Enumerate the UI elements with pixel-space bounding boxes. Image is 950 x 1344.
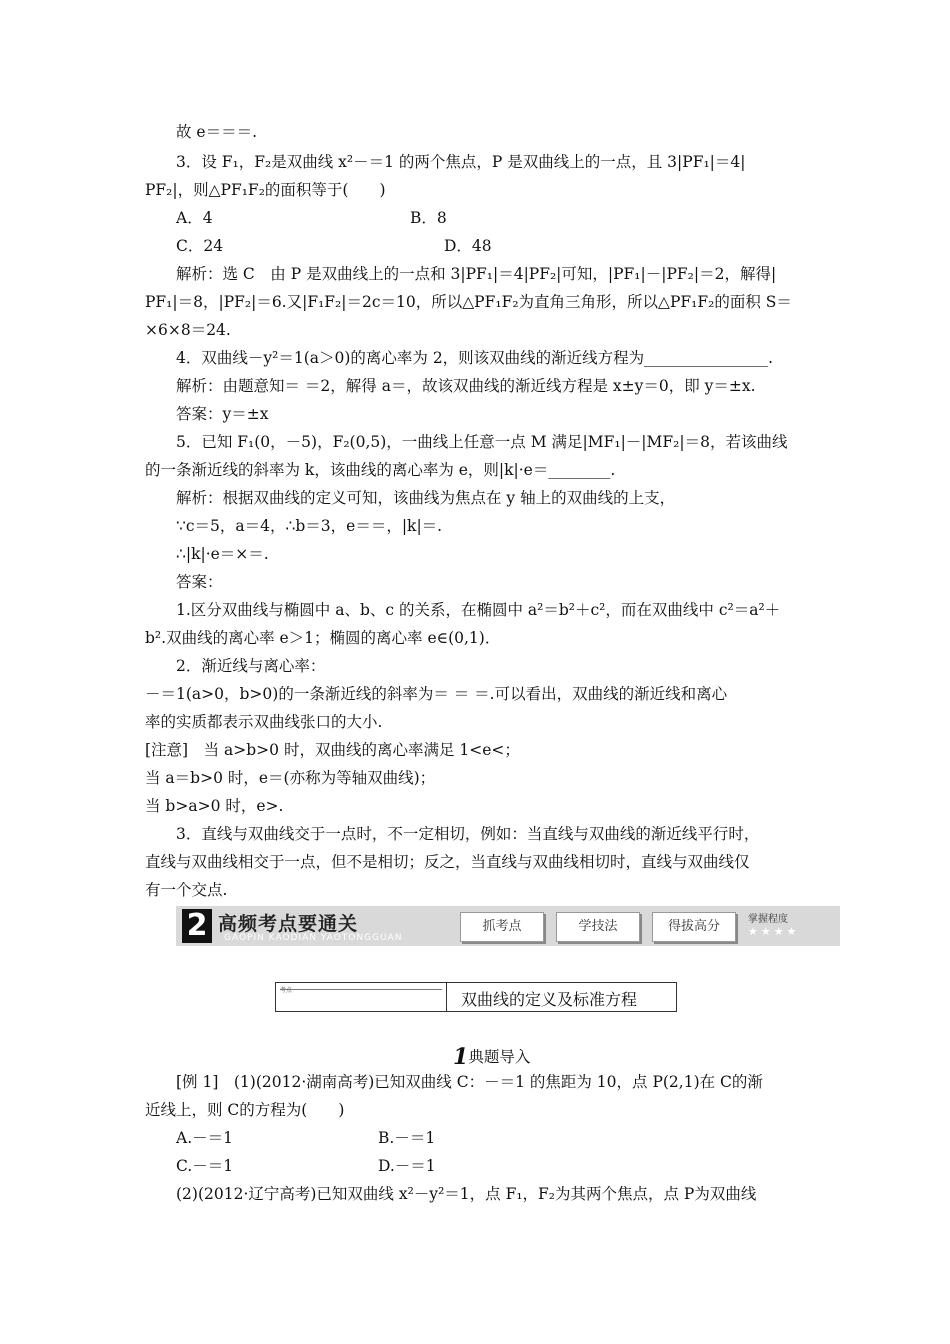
problem-3-option-a: A．4 bbox=[176, 209, 213, 227]
problem-5-solution-2: ∵c＝5，a＝4，∴b＝3，e＝＝，|k|＝. bbox=[176, 517, 443, 535]
problem-3-option-c: C．24 bbox=[176, 237, 224, 255]
banner-title: 高频考点要通关 bbox=[218, 913, 359, 935]
note-1-line-2: b².双曲线的离心率 e＞1；椭圆的离心率 e∈(0,1)． bbox=[145, 629, 501, 647]
example-option-c: C.－＝1 bbox=[176, 1157, 234, 1175]
problem-3-line-1: 3．设 F₁，F₂是双曲线 x²－＝1 的两个焦点，P 是双曲线上的一点，且 3|PF₁|＝4| bbox=[176, 153, 746, 171]
problem-5-answer: 答案： bbox=[176, 573, 223, 591]
problem-3-line-2: PF₂|，则△PF₁F₂的面积等于( ) bbox=[145, 181, 386, 199]
problem-3-solution-1: 解析：选 C 由 P 是双曲线上的一点和 3|PF₁|＝4|PF₂|可知，|PF₁|－|PF₂|＝2，解得| bbox=[176, 265, 777, 283]
example-option-d: D.－＝1 bbox=[378, 1157, 436, 1175]
problem-5-solution-1: 解析：根据双曲线的定义可知，该曲线为焦点在 y 轴上的双曲线的上支， bbox=[176, 489, 676, 507]
section-banner bbox=[176, 906, 840, 946]
caution-line-1: [注意] 当 a>b>0 时，双曲线的离心率满足 1<e<； bbox=[145, 741, 520, 759]
note-2-line-1: －＝1(a>0，b>0)的一条渐近线的斜率为＝ ＝ ＝.可以看出，双曲线的渐近线和离心 bbox=[145, 685, 728, 703]
banner-pinyin: GAOPIN KAODIAN YAOTONGGUAN bbox=[224, 933, 403, 943]
problem-3-solution-2: PF₁|＝8，|PF₂|＝6.又|F₁F₂|＝2c＝10，所以△PF₁F₂为直角三角形，所以△PF₁F₂的面积 S＝ bbox=[145, 293, 792, 311]
note-2-title: 2．渐近线与离心率： bbox=[176, 657, 326, 675]
mastery-stars: ★★★★ bbox=[748, 925, 800, 938]
note-1-line-1: 1.区分双曲线与椭圆中 a、b、c 的关系，在椭圆中 a²＝b²＋c²，而在双曲线中 c²＝a²＋ bbox=[176, 601, 781, 619]
mastery-level bbox=[748, 910, 799, 938]
topic-tag: 考点一 bbox=[280, 987, 299, 994]
tab-high-score[interactable]: 得拔高分 bbox=[652, 912, 736, 942]
example-option-b: B.－＝1 bbox=[378, 1129, 436, 1147]
topic-tag-rule bbox=[280, 989, 442, 990]
tab-grasp-points[interactable]: 抓考点 bbox=[460, 912, 544, 942]
example-line-1: [例 1] (1)(2012·湖南高考)已知双曲线 C：－＝1 的焦距为 10，点 P(2,1)在 C的渐 bbox=[176, 1073, 763, 1091]
problem-4-line: 4．双曲线－y²＝1(a＞0)的离心率为 2，则该双曲线的渐近线方程为________________. bbox=[176, 349, 774, 367]
section-number: 1 bbox=[453, 1044, 469, 1070]
problem-5-line-1: 5．已知 F₁(0，－5)，F₂(0,5)，一曲线上任意一点 M 满足|MF₁|－|MF₂|＝8，若该曲线 bbox=[176, 433, 788, 451]
topic-title: 双曲线的定义及标准方程 bbox=[461, 990, 638, 1009]
example-option-a: A.－＝1 bbox=[176, 1129, 233, 1147]
topic-tag-cell bbox=[276, 983, 447, 1011]
note-3-line-1: 3．直线与双曲线交于一点时，不一定相切，例如：当直线与双曲线的渐近线平行时， bbox=[176, 825, 760, 843]
section-label: 典题导入 bbox=[468, 1048, 531, 1066]
note-3-line-2: 直线与双曲线相交于一点，但不是相切；反之，当直线与双曲线相切时，直线与双曲线仅 bbox=[145, 853, 750, 871]
caution-line-3: 当 b>a>0 时，e>. bbox=[145, 797, 284, 815]
mastery-label: 掌握程度 bbox=[748, 914, 788, 925]
problem-4-answer: 答案：y＝±x bbox=[176, 405, 269, 423]
topic-box bbox=[275, 982, 677, 1012]
problem-5-solution-3: ∴|k|·e＝×＝. bbox=[176, 545, 269, 563]
caution-line-2: 当 a＝b>0 时，e＝(亦称为等轴双曲线)； bbox=[145, 769, 436, 787]
banner-number: 2 bbox=[182, 909, 212, 943]
note-3-line-3: 有一个交点. bbox=[145, 881, 228, 899]
section-heading bbox=[453, 1042, 530, 1068]
note-2-line-2: 率的实质都表示双曲线张口的大小. bbox=[145, 713, 383, 731]
problem-4-solution: 解析：由题意知＝ ＝2，解得 a＝，故该双曲线的渐近线方程是 x±y＝0，即 y＝±x. bbox=[176, 377, 756, 395]
example-line-2: 近线上，则 C的方程为( ) bbox=[145, 1101, 345, 1119]
problem-3-option-b: B．8 bbox=[410, 209, 447, 227]
problem-3-option-d: D．48 bbox=[444, 237, 492, 255]
problem-5-line-2: 的一条渐近线的斜率为 k，该曲线的离心率为 e，则|k|·e＝________. bbox=[145, 461, 616, 479]
problem-3-solution-3: ×6×8＝24. bbox=[145, 321, 231, 339]
line-1: 故 e＝＝＝. bbox=[176, 123, 258, 141]
tab-learn-methods[interactable]: 学技法 bbox=[556, 912, 640, 942]
example-part-2: (2)(2012·辽宁高考)已知双曲线 x²－y²＝1，点 F₁，F₂为其两个焦点，点 P为双曲线 bbox=[176, 1185, 757, 1203]
